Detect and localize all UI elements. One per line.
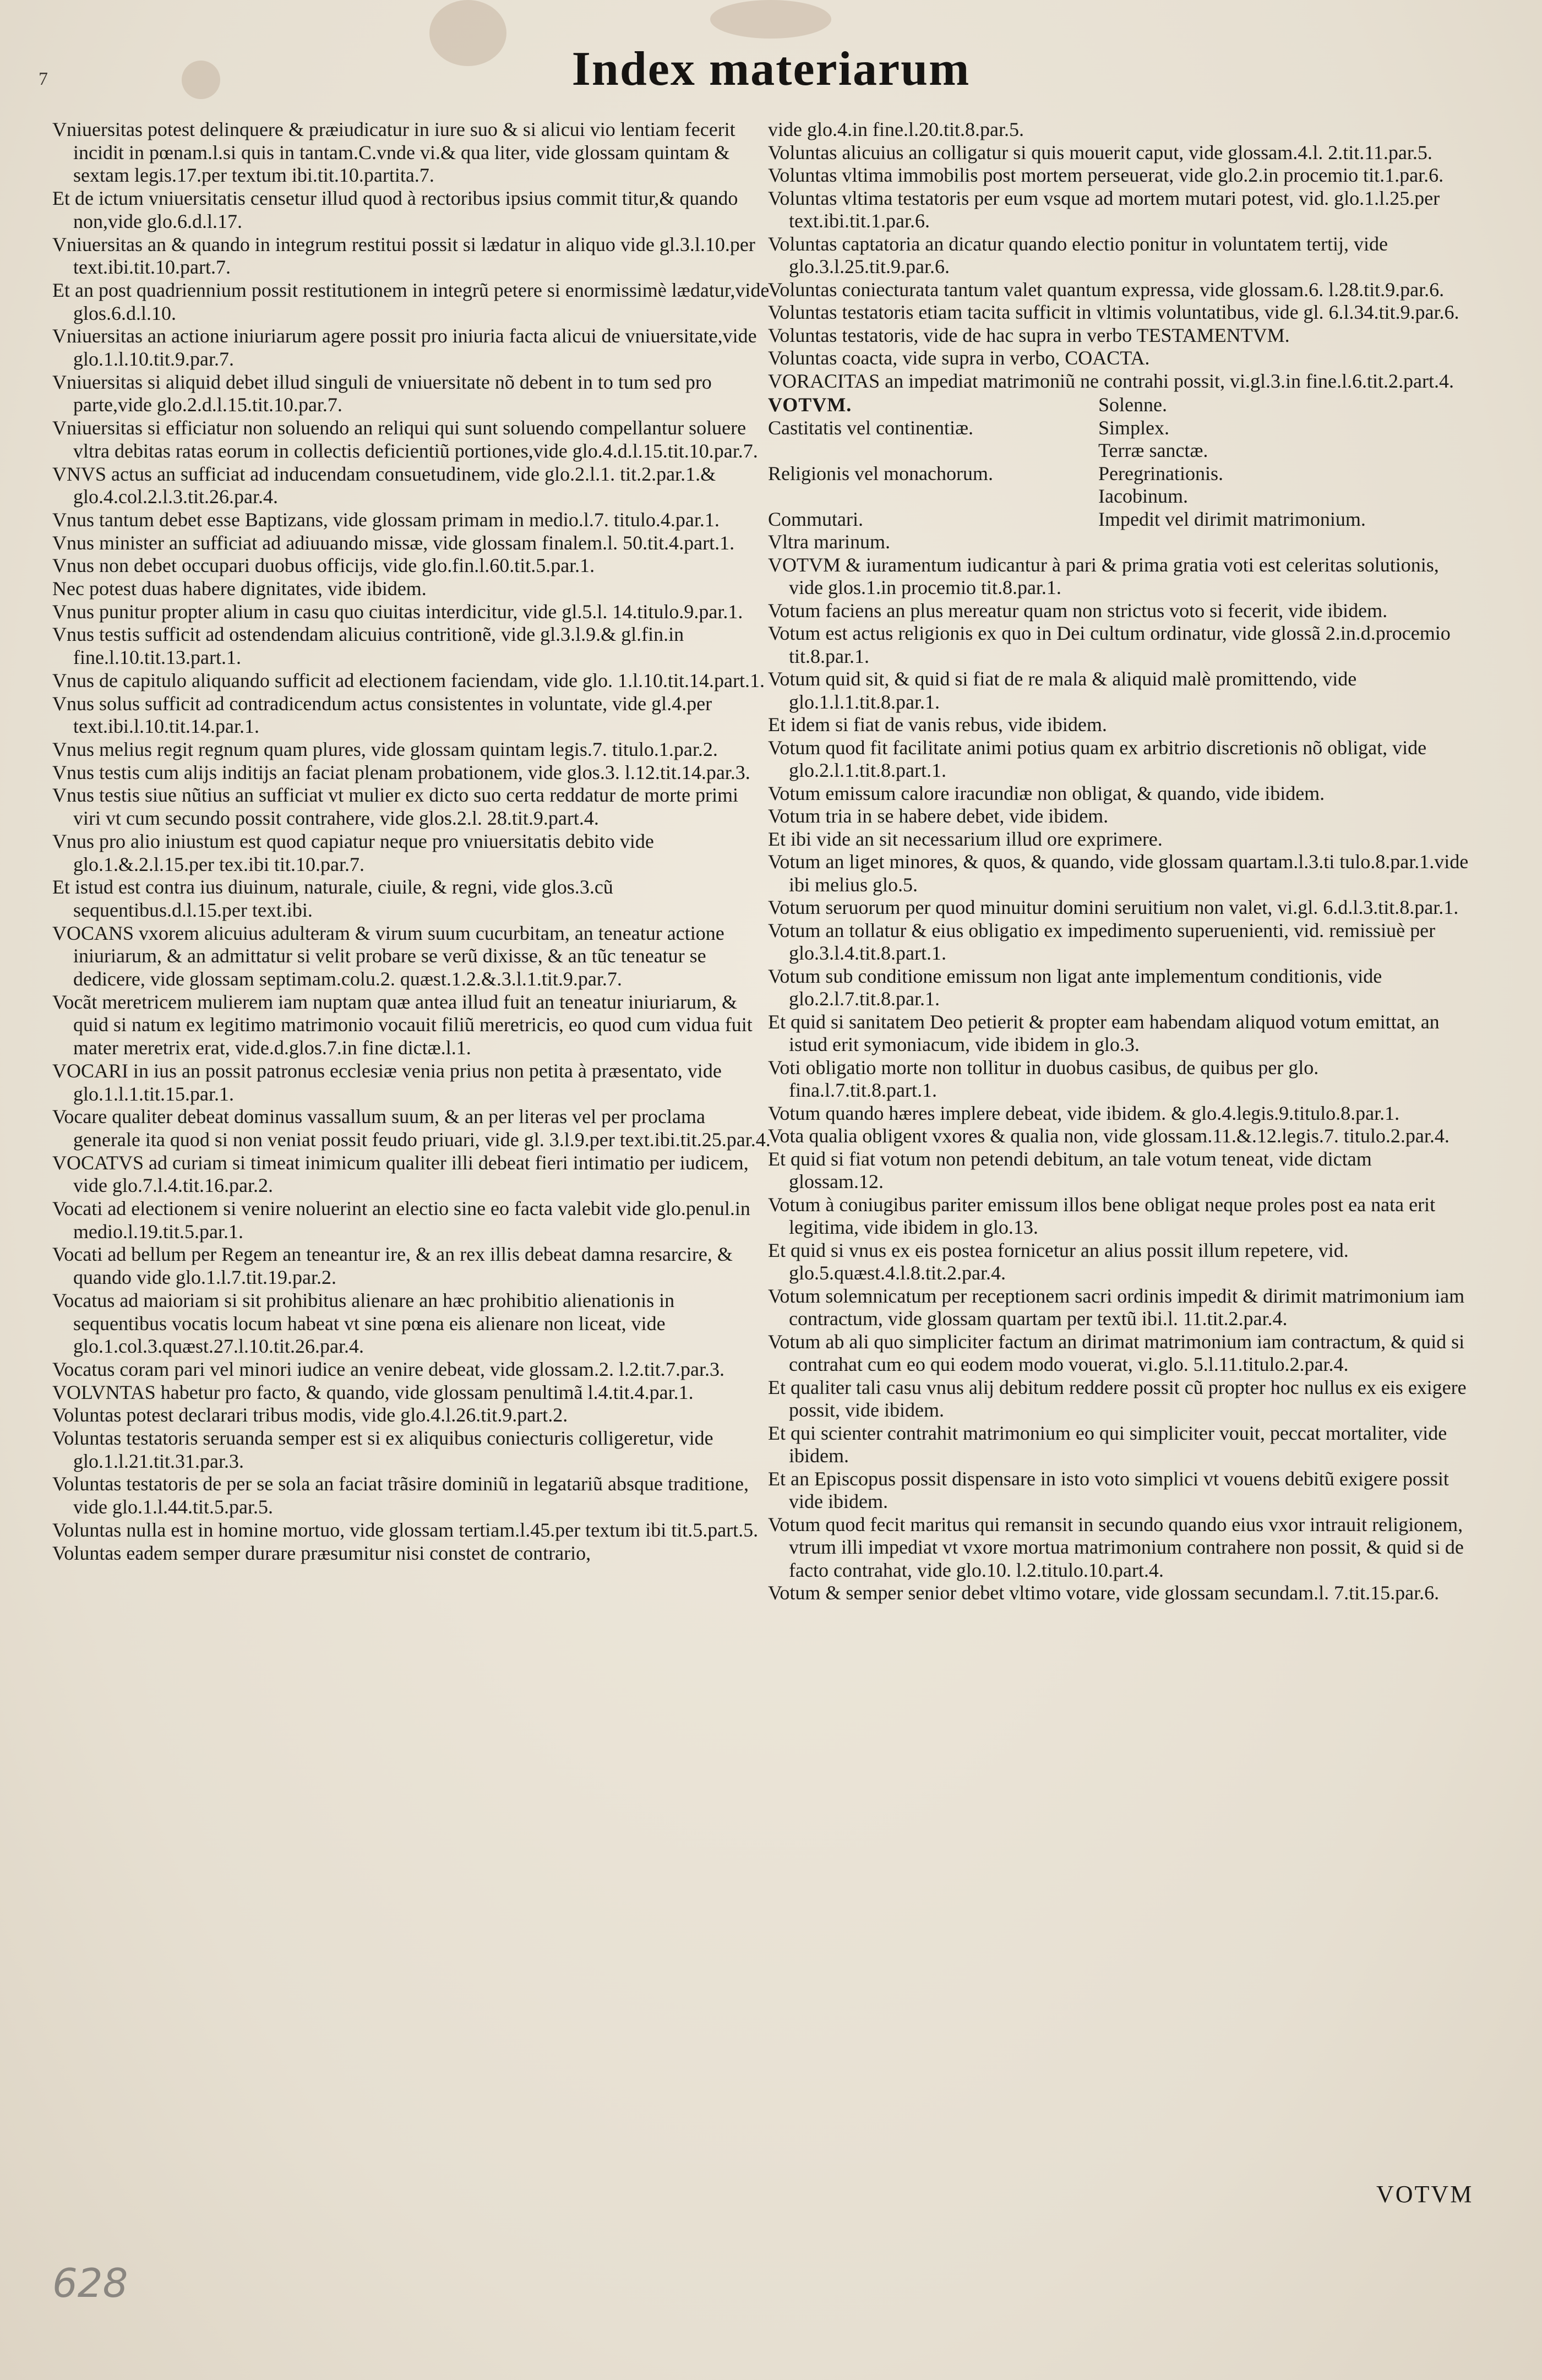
index-entry: Et istud est contra ius diuinum, naturale, ciuile, & regni, vide glos.3.cũ sequentibus.d.l.15.per text.ibi. xyxy=(52,876,613,921)
index-entry: Votum ab ali quo simpliciter factum an dirimat matrimonium iam contractum, & quid si contrahat cum eo qui eodem modo vouerat, vi.glo. 5.l.11.titulo.2.par.4. xyxy=(768,1330,1465,1375)
index-entry: VOTVM & iuramentum iudicantur à pari & prima gratia voti est celeritas solutionis, vide glos.1.in procemio tit.8.par.1. xyxy=(768,553,1439,598)
index-entry: Vocati ad bellum per Regem an teneantur ire, & an rex illis debeat damna resarcire, & quando vide glo.1.l.7.tit.19.par.2. xyxy=(52,1243,733,1289)
index-entry: Vnus testis sufficit ad ostendendam alicuius contritionẽ, vide gl.3.l.9.& gl.fin.in fine.l.10.tit.13.part.1. xyxy=(52,623,684,669)
index-entry: Voluntas testatoris, vide de hac supra in verbo TESTAMENTVM. xyxy=(768,324,1290,346)
index-entry: Votum solemnicatum per receptionem sacri ordinis impedit & dirimit matrimonium iam contractum, vide glossam quartam per textũ ibi.l. 11.tit.2.par.4. xyxy=(768,1284,1465,1330)
votum-division-item: Castitatis vel continentiæ. xyxy=(768,416,973,439)
votum-division-item: Simplex. xyxy=(1098,416,1170,439)
votum-division-item: Vltra marinum. xyxy=(768,531,890,553)
index-entry: Votum à coniugibus pariter emissum illos bene obligat neque proles post ea nata erit legitima, vide ibidem in glo.13. xyxy=(768,1193,1436,1238)
index-entry: Et quid si vnus ex eis postea fornicetur an alius possit illum repetere, vid. glo.5.quæst.4.l.8.tit.2.par.4. xyxy=(768,1239,1349,1284)
index-entry: Vocare qualiter debeat dominus vassallum suum, & an per literas vel per proclama generale ita quod si non veniat possit feudo priuari, vide gl. 3.l.9.per text.ibi.tit.25.par.4. xyxy=(52,1105,771,1151)
index-entry: Vniuersitas potest delinquere & præiudicatur in iure suo & si alicui vio lentiam fecerit incidit in pœnam.l.si quis in tantam.C.vnde vi.& qua liter, vide glossam quintam & sextam legis.17.per textum ibi.tit.10.partita.7. xyxy=(52,118,735,187)
index-entry: Vocatus ad maioriam si sit prohibitus alienare an hæc prohibitio alienationis in sequentibus vocatis locum habeat vt sine pœna eis alienare non liceat, vide glo.1.col.3.quæst.27.l.10.tit.26.par.4. xyxy=(52,1289,675,1358)
page-title: Index materiarum xyxy=(571,42,971,96)
votum-heading: VOTVM. xyxy=(768,394,852,416)
index-entry: VORACITAS an impediat matrimoniũ ne contrahi possit, vi.gl.3.in fine.l.6.tit.2.part.4. xyxy=(768,369,1454,392)
index-entry: Et qualiter tali casu vnus alij debitum reddere possit cũ propter hoc nullus ex eis exigere possit, vide ibidem. xyxy=(768,1376,1467,1421)
left-column xyxy=(52,118,771,1565)
votum-division-item xyxy=(768,485,1098,508)
index-entry: Voluntas coniecturata tantum valet quantum expressa, vide glossam.6. l.28.tit.9.par.6. xyxy=(768,278,1445,301)
votum-division-item: Solenne. xyxy=(1098,394,1167,416)
index-entry: Vnus punitur propter alium in casu quo ciuitas interdicitur, vide gl.5.l. 14.titulo.9.par.1. xyxy=(52,600,743,623)
votum-division-item xyxy=(1098,531,1451,554)
index-entry: Vnus pro alio iniustum est quod capiatur neque pro vniuersitatis debito vide glo.1.&.2.l.15.per tex.ibi tit.10.par.7. xyxy=(52,830,654,875)
index-entry: Vnus non debet occupari duobus officijs, vide glo.fin.l.60.tit.5.par.1. xyxy=(52,554,595,577)
index-entry: Vniuersitas an & quando in integrum restitui possit si lædatur in aliquo vide gl.3.l.10.per text.ibi.tit.10.part.7. xyxy=(52,233,755,279)
votum-division-item: Religionis vel monachorum. xyxy=(768,462,993,484)
votum-division-item: Impedit vel dirimit matrimonium. xyxy=(1098,508,1366,530)
index-entry: Nec potest duas habere dignitates, vide ibidem. xyxy=(52,578,427,600)
index-entry: Voluntas coacta, vide supra in verbo, COACTA. xyxy=(768,347,1150,369)
handwritten-page-number: 628 xyxy=(52,2260,128,2306)
index-entry: VOCATVS ad curiam si timeat inimicum qualiter illi debeat fieri intimatio per iudicem, vide glo.7.l.4.tit.16.par.2. xyxy=(52,1151,749,1197)
votum-division-item xyxy=(768,439,1098,462)
index-entry: Voluntas alicuius an colligatur si quis mouerit caput, vide glossam.4.l. 2.tit.11.par.5. xyxy=(768,141,1432,164)
right-column xyxy=(768,118,1470,1605)
index-entry: Votum tria in se habere debet, vide ibidem. xyxy=(768,805,1109,827)
right-entries-bottom xyxy=(768,554,1470,1605)
margin-mark: 7 xyxy=(39,69,48,89)
index-entry: Vota qualia obligent vxores & qualia non, vide glossam.11.&.12.legis.7. titulo.2.par.4. xyxy=(768,1125,1450,1147)
index-entry: Vniuersitas an actione iniuriarum agere possit pro iniuria facta alicui de vniuersitate,vide glo.1.l.10.tit.9.par.7. xyxy=(52,325,757,371)
index-entry: Et ibi vide an sit necessarium illud ore exprimere. xyxy=(768,827,1163,850)
index-entry: Votum emissum calore iracundiæ non obligat, & quando, vide ibidem. xyxy=(768,782,1325,804)
index-entry: Votum seruorum per quod minuitur domini seruitium non valet, vi.gl. 6.d.l.3.tit.8.par.1. xyxy=(768,896,1459,918)
index-entry: Votum an tollatur & eius obligatio ex impedimento superuenienti, vid. remissiuè per glo.3.l.4.tit.8.part.1. xyxy=(768,919,1436,964)
index-entry: Vnus testis cum alijs inditijs an faciat plenam probationem, vide glos.3. l.12.tit.14.par.3. xyxy=(52,761,750,783)
index-entry: Et quid si sanitatem Deo petierit & propter eam habendam aliquod votum emittat, an istud erit symoniacum, vide ibidem in glo.3. xyxy=(768,1010,1440,1055)
index-entry: VNVS actus an sufficiat ad inducendam consuetudinem, vide glo.2.l.1. tit.2.par.1.& glo.4.col.2.l.3.tit.26.par.4. xyxy=(52,462,716,508)
index-entry: Voluntas nulla est in homine mortuo, vide glossam tertiam.l.45.per textum ibi tit.5.part.5. xyxy=(52,1518,759,1541)
index-entry: Voluntas testatoris etiam tacita sufficit in vltimis voluntatibus, vide gl. 6.l.34.tit.9.par.6. xyxy=(768,301,1459,323)
index-entry: Voluntas potest declarari tribus modis, vide glo.4.l.26.tit.9.part.2. xyxy=(52,1404,568,1426)
index-entry: Vniuersitas si aliquid debet illud singuli de vniuersitate nõ debent in to tum sed pro parte,vide glo.2.d.l.15.tit.10.par.7. xyxy=(52,371,712,416)
index-entry: Votum sub conditione emissum non ligat ante implementum conditionis, vide glo.2.l.7.tit.8.par.1. xyxy=(768,965,1382,1010)
index-entry: Vnus de capitulo aliquando sufficit ad electionem faciendam, vide glo. 1.l.10.tit.14.part.1. xyxy=(52,669,765,691)
index-entry: Votum quid sit, & quid si fiat de re mala & aliquid malè promittendo, vide glo.1.l.1.tit.8.par.1. xyxy=(768,668,1357,713)
index-entry: Vnus melius regit regnum quam plures, vide glossam quintam legis.7. titulo.1.par.2. xyxy=(52,738,718,760)
index-entry: Votum an liget minores, & quos, & quando, vide glossam quartam.l.3.ti tulo.8.par.1.vide ibi melius glo.5. xyxy=(768,851,1469,896)
index-entry: Et an Episcopus possit dispensare in isto voto simplici vt vouens debitũ exigere possit vide ibidem. xyxy=(768,1467,1449,1512)
index-entry: Voluntas eadem semper durare præsumitur nisi constet de contrario, xyxy=(52,1542,591,1564)
index-entry: Et an post quadriennium possit restitutionem in integrũ petere si enormissimè lædatur,vide glos.6.d.l.10. xyxy=(52,279,770,324)
index-entry: Et qui scienter contrahit matrimonium eo qui simpliciter vouit, peccat mortaliter, vide ibidem. xyxy=(768,1422,1447,1467)
index-entry: VOLVNTAS habetur pro facto, & quando, vide glossam penultimã l.4.tit.4.par.1. xyxy=(52,1381,694,1403)
water-stain xyxy=(710,0,831,39)
index-entry: VOCANS vxorem alicuius adulteram & virum suum cucurbitam, an teneatur actione iniuriarum, & an admittatur si velit probare se verũ dixisse, & an tũc teneatur se dedicere, vide glossam septimam.colu.2. quæst.1.2.&.3.l.1.tit.9.par.7. xyxy=(52,922,724,990)
index-entry: Et de ictum vniuersitatis censetur illud quod à rectoribus ipsius commit titur,& quando non,vide glo.6.d.l.17. xyxy=(52,187,738,232)
index-entry: vide glo.4.in fine.l.20.tit.8.par.5. xyxy=(768,118,1024,140)
votum-division-item: Iacobinum. xyxy=(1098,485,1188,507)
index-entry: Vnus minister an sufficiat ad adiuuando missæ, vide glossam finalem.l. 50.tit.4.part.1. xyxy=(52,531,735,554)
index-entry: VOCARI in ius an possit patronus ecclesiæ venia prius non petita à præsentato, vide glo.1.l.1.tit.15.par.1. xyxy=(52,1059,722,1105)
index-entry: Voti obligatio morte non tollitur in duobus casibus, de quibus per glo. fina.l.7.tit.8.part.1. xyxy=(768,1056,1319,1101)
votum-division-item: Commutari. xyxy=(768,508,863,530)
index-entry: Vnus solus sufficit ad contradicendum actus consistentes in voluntate, vide gl.4.per text.ibi.l.10.tit.14.par.1. xyxy=(52,692,712,738)
right-entries-top xyxy=(768,118,1470,393)
index-entry: Vocãt meretricem mulierem iam nuptam quæ antea illud fuit an teneatur iniuriarum, & quid si natum ex legitimo matrimonio vocauit filiũ meretricis, eo quod cum vidua fuit mater meretrix erat, vide.d.glos.7.in fine dictæ.l.1. xyxy=(52,990,753,1059)
index-entry: Vnus tantum debet esse Baptizans, vide glossam primam in medio.l.7. titulo.4.par.1. xyxy=(52,508,720,531)
index-entry: Votum quando hæres implere debeat, vide ibidem. & glo.4.legis.9.titulo.8.par.1. xyxy=(768,1102,1400,1124)
index-entry: Voluntas testatoris de per se sola an faciat trãsire dominiũ in legatariũ absque traditione, vide glo.1.l.44.tit.5.par.5. xyxy=(52,1473,749,1518)
index-entry: Votum faciens an plus mereatur quam non strictus voto si fecerit, vide ibidem. xyxy=(768,599,1388,622)
index-entry: Votum est actus religionis ex quo in Dei cultum ordinatur, vide glossã 2.in.d.procemio tit.8.par.1. xyxy=(768,622,1451,667)
votum-division-table xyxy=(768,394,1470,554)
index-entry: Votum quod fit facilitate animi potius quam ex arbitrio discretionis nõ obligat, vide glo.2.l.1.tit.8.part.1. xyxy=(768,736,1427,781)
index-entry: Vniuersitas si efficiatur non soluendo an reliqui qui sunt soluendo compellantur soluere vltra debitas ratas eorum in collectis deficientiũ portiones,vide glo.4.d.l.15.tit.10.par.7. xyxy=(52,417,758,462)
index-entry: Et idem si fiat de vanis rebus, vide ibidem. xyxy=(768,714,1107,736)
index-entry: Vnus testis siue nũtius an sufficiat vt mulier ex dicto suo certa reddatur de morte primi viri vt cum secundo possit contrahere, vide glos.2.l. 28.tit.9.part.4. xyxy=(52,784,739,830)
index-entry: Vocatus coram pari vel minori iudice an venire debeat, vide glossam.2. l.2.tit.7.par.3. xyxy=(52,1358,725,1380)
votum-division-item: Peregrinationis. xyxy=(1098,462,1223,484)
index-entry: Votum & semper senior debet vltimo votare, vide glossam secundam.l. 7.tit.15.par.6. xyxy=(768,1582,1440,1604)
votum-division-item: Terræ sanctæ. xyxy=(1098,439,1208,461)
index-entry: Vocati ad electionem si venire noluerint an electio sine eo facta valebit vide glo.penul.in medio.l.19.tit.5.par.1. xyxy=(52,1197,750,1243)
index-entry: Votum quod fecit maritus qui remansit in secundo quando eius vxor intrauit religionem, vtrum illi impediat vt vxore mortua matrimonium contrahere non possit, & quid si de facto contrahat, vide glo.10. l.2.titulo.10.part.4. xyxy=(768,1513,1464,1581)
index-entry: Voluntas testatoris seruanda semper est si ex aliquibus coniecturis colligeretur, vide glo.1.l.21.tit.31.par.3. xyxy=(52,1427,713,1472)
index-entry: Et quid si fiat votum non petendi debitum, an tale votum teneat, vide dictam glossam.12. xyxy=(768,1147,1372,1192)
index-entry: Voluntas vltima immobilis post mortem perseuerat, vide glo.2.in procemio tit.1.par.6. xyxy=(768,164,1444,186)
index-entry: Voluntas captatoria an dicatur quando electio ponitur in voluntatem tertij, vide glo.3.l.25.tit.9.par.6. xyxy=(768,232,1388,277)
index-entry: Voluntas vltima testatoris per eum vsque ad mortem mutari potest, vid. glo.1.l.25.per text.ibi.tit.1.par.6. xyxy=(768,187,1440,232)
catchword: VOTVM xyxy=(1376,2181,1474,2208)
